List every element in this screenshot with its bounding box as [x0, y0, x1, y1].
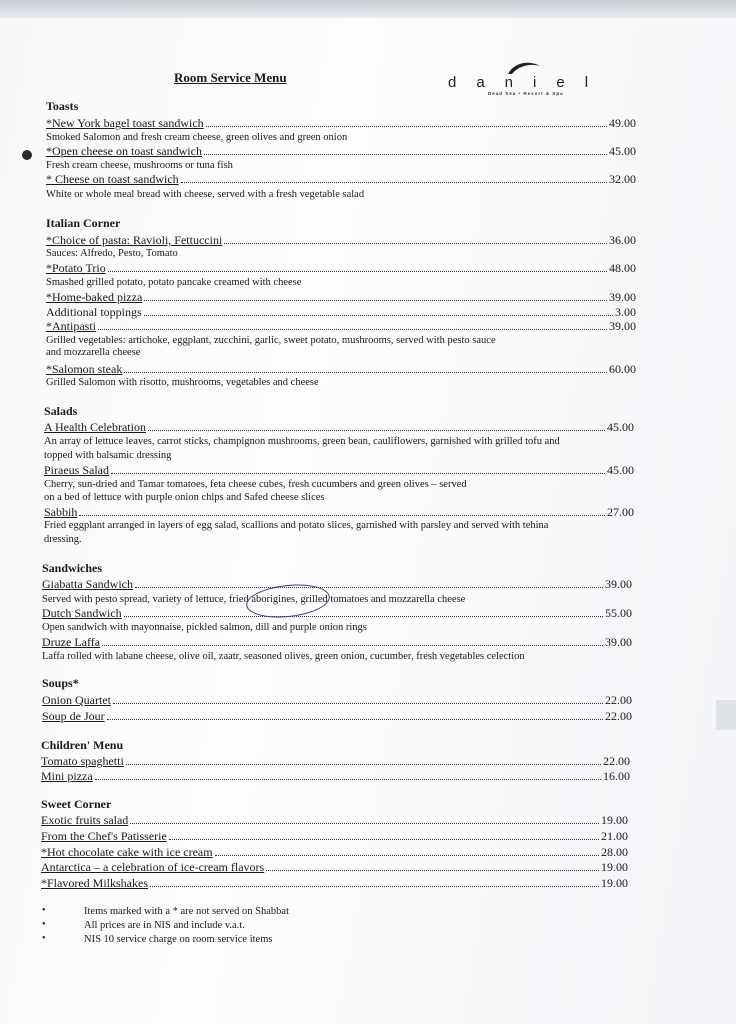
menu-item — [41, 845, 628, 859]
menu-item-name: *Hot chocolate cake with ice cream — [41, 845, 213, 859]
menu-item-name: *New York bagel toast sandwich — [46, 116, 204, 130]
dot-leader — [266, 869, 599, 871]
menu-item-price: 32.00 — [609, 172, 636, 186]
menu-item-price: 39.00 — [609, 319, 636, 333]
menu-item-name: Exotic fruits salad — [41, 813, 129, 827]
dot-leader — [144, 299, 607, 301]
dot-leader — [215, 854, 599, 856]
menu-item-description: Fried eggplant arranged in layers of egg salad, scallions and potato slices, garnished with parsley and served with tehina — [44, 520, 549, 531]
menu-item-price: 49.00 — [609, 116, 636, 130]
menu-item — [46, 290, 636, 304]
menu-item-name: Giabatta Sandwich — [42, 577, 133, 591]
dot-leader — [224, 242, 607, 244]
menu-item-description: topped with balsamic dressing — [44, 450, 172, 461]
dot-leader — [95, 778, 601, 780]
section-title: Salads — [44, 404, 78, 418]
menu-item-price: 22.00 — [605, 693, 632, 707]
menu-item-price: 39.00 — [605, 577, 632, 591]
menu-item-price: 21.00 — [601, 829, 628, 843]
menu-item-description: and mozzarella cheese — [46, 347, 141, 358]
menu-item — [44, 505, 634, 519]
dot-leader — [204, 153, 607, 155]
menu-item — [46, 319, 636, 333]
menu-item-name: Additional toppings — [46, 305, 142, 319]
menu-item — [41, 813, 628, 827]
menu-item-name: *Open cheese on toast sandwich — [46, 144, 202, 158]
logo-tagline: Dead Sea • Resort & Spa — [488, 91, 564, 96]
dot-leader — [150, 885, 599, 887]
menu-item-name: Sabbih — [44, 505, 78, 519]
dot-leader — [124, 615, 603, 617]
dot-leader — [107, 718, 603, 720]
menu-item — [46, 261, 636, 275]
menu-item — [44, 463, 634, 477]
bullet-icon: • — [42, 919, 46, 930]
menu-item-description: on a bed of lettuce with purple onion chips and Safed cheese slices — [44, 492, 325, 503]
dot-leader — [206, 125, 607, 127]
menu-item-name: Antarctica – a celebration of ice-cream flavors — [41, 860, 265, 874]
menu-item-price: 39.00 — [609, 290, 636, 304]
menu-item-name: *Salomon steak — [46, 362, 123, 376]
menu-item — [46, 116, 636, 130]
section-title: Sweet Corner — [41, 797, 112, 811]
menu-item-price: 27.00 — [607, 505, 634, 519]
menu-item-price: 39.00 — [605, 635, 632, 649]
menu-item-name: Mini pizza — [41, 769, 93, 783]
footer-note: NIS 10 service charge on room service items — [84, 934, 273, 945]
menu-item-name: Dutch Sandwich — [42, 606, 122, 620]
menu-item — [42, 709, 632, 723]
menu-item-name: Druze Laffa — [42, 635, 101, 649]
menu-item-description: Cherry, sun-dried and Tamar tomatoes, feta cheese cubes, fresh cucumbers and green olives – served — [44, 479, 467, 490]
menu-item-price: 45.00 — [609, 144, 636, 158]
section-title: Toasts — [46, 99, 79, 113]
menu-item-price: 22.00 — [603, 754, 630, 768]
menu-item-price: 19.00 — [601, 860, 628, 874]
menu-item-description: Grilled Salomon with risotto, mushrooms, vegetables and cheese — [46, 377, 319, 388]
bullet-icon: • — [42, 905, 46, 916]
menu-item-name: Onion Quartet — [42, 693, 111, 707]
logo-name: daniel — [448, 74, 609, 91]
dot-leader — [111, 472, 605, 474]
menu-item — [42, 635, 632, 649]
menu-item-description: An array of lettuce leaves, carrot sticks, champignon mushrooms, green bean, cauliflowers, garnished with grilled tofu and — [44, 436, 560, 447]
menu-item-description: Smoked Salomon and fresh cream cheese, green olives and green onion — [46, 132, 348, 143]
menu-item — [46, 233, 636, 247]
dot-leader — [169, 838, 599, 840]
menu-item — [42, 693, 632, 707]
menu-item-description: Fresh cream cheese, mushrooms or tuna fish — [46, 160, 233, 171]
menu-item — [41, 829, 628, 843]
menu-item-name: Piraeus Salad — [44, 463, 109, 477]
menu-item-price: 48.00 — [609, 261, 636, 275]
dot-leader — [98, 328, 607, 330]
page-title: Room Service Menu — [174, 70, 287, 85]
dot-leader — [102, 644, 603, 646]
menu-item-name: Tomato spaghetti — [41, 754, 124, 768]
footer-note: Items marked with a * are not served on Shabbat — [84, 906, 289, 917]
menu-item — [41, 876, 628, 890]
menu-item-name: *Antipasti — [46, 319, 96, 333]
menu-item-description: White or whole meal bread with cheese, served with a fresh vegetable salad — [46, 189, 365, 200]
menu-item — [42, 577, 632, 591]
dot-leader — [124, 371, 607, 373]
menu-item-description: Smashed grilled potato, potato pancake creamed with cheese — [46, 277, 302, 288]
menu-item-price: 36.00 — [609, 233, 636, 247]
menu-item-name: *Potato Trio — [46, 261, 106, 275]
menu-item-name: * Cheese on toast sandwich — [46, 172, 179, 186]
dot-leader — [181, 181, 607, 183]
menu-item — [41, 769, 630, 783]
menu-item-name: A Health Celebration — [44, 420, 146, 434]
menu-item-name: *Choice of pasta: Ravioli, Fettuccini — [46, 233, 223, 247]
menu-item-price: 3.00 — [615, 305, 636, 319]
menu-item-name: Soup de Jour — [42, 709, 105, 723]
menu-item-description: Laffa rolled with labane cheese, olive oil, zaatr, seasoned olives, green onion, cucumber, fresh vegetables celection — [42, 651, 525, 662]
menu-item — [46, 305, 636, 319]
dot-leader — [79, 514, 605, 516]
menu-item — [42, 606, 632, 620]
dot-leader — [126, 763, 601, 765]
menu-item-name: *Flavored Milkshakes — [41, 876, 148, 890]
menu-item-price: 28.00 — [601, 845, 628, 859]
menu-item-price: 45.00 — [607, 420, 634, 434]
menu-item-description: Sauces: Alfredo, Pesto, Tomato — [46, 248, 178, 259]
menu-item-price: 16.00 — [603, 769, 630, 783]
dot-leader — [148, 429, 605, 431]
menu-item — [46, 144, 636, 158]
menu-item-price: 60.00 — [609, 362, 636, 376]
menu-item-price: 22.00 — [605, 709, 632, 723]
dot-leader — [113, 702, 603, 704]
menu-item — [41, 754, 630, 768]
menu-item-description: Grilled vegetables: artichoke, eggplant, zucchini, garlic, sweet potato, mushrooms, served with pesto sauce — [46, 335, 496, 346]
menu-item-price: 19.00 — [601, 876, 628, 890]
menu-item-price: 45.00 — [607, 463, 634, 477]
section-title: Sandwiches — [42, 561, 103, 575]
menu-item-price: 19.00 — [601, 813, 628, 827]
dot-leader — [135, 586, 603, 588]
dot-leader — [130, 822, 599, 824]
menu-item-description: Open sandwich with mayonnaise, pickled salmon, dill and purple onion rings — [42, 622, 367, 633]
menu-item-description: dressing. — [44, 534, 82, 545]
menu-item-description: Served with pesto spread, variety of lettuce, fried aborigines, grilled tomatoes and mozzarella cheese — [42, 594, 466, 605]
footer-note: All prices are in NIS and include v.a.t. — [84, 920, 245, 931]
dot-leader — [108, 270, 607, 272]
section-title: Italian Corner — [46, 216, 121, 230]
section-title: Soups* — [42, 676, 79, 690]
menu-item-name: *Home-baked pizza — [46, 290, 143, 304]
dot-leader — [144, 314, 613, 316]
menu-item — [44, 420, 634, 434]
menu-item-name: From the Chef's Patisserie — [41, 829, 167, 843]
menu-item — [46, 172, 636, 186]
menu-item-price: 55.00 — [605, 606, 632, 620]
menu-item — [41, 860, 628, 874]
section-title: Children' Menu — [41, 738, 124, 752]
bullet-icon: • — [42, 933, 46, 944]
menu-item — [46, 362, 636, 376]
